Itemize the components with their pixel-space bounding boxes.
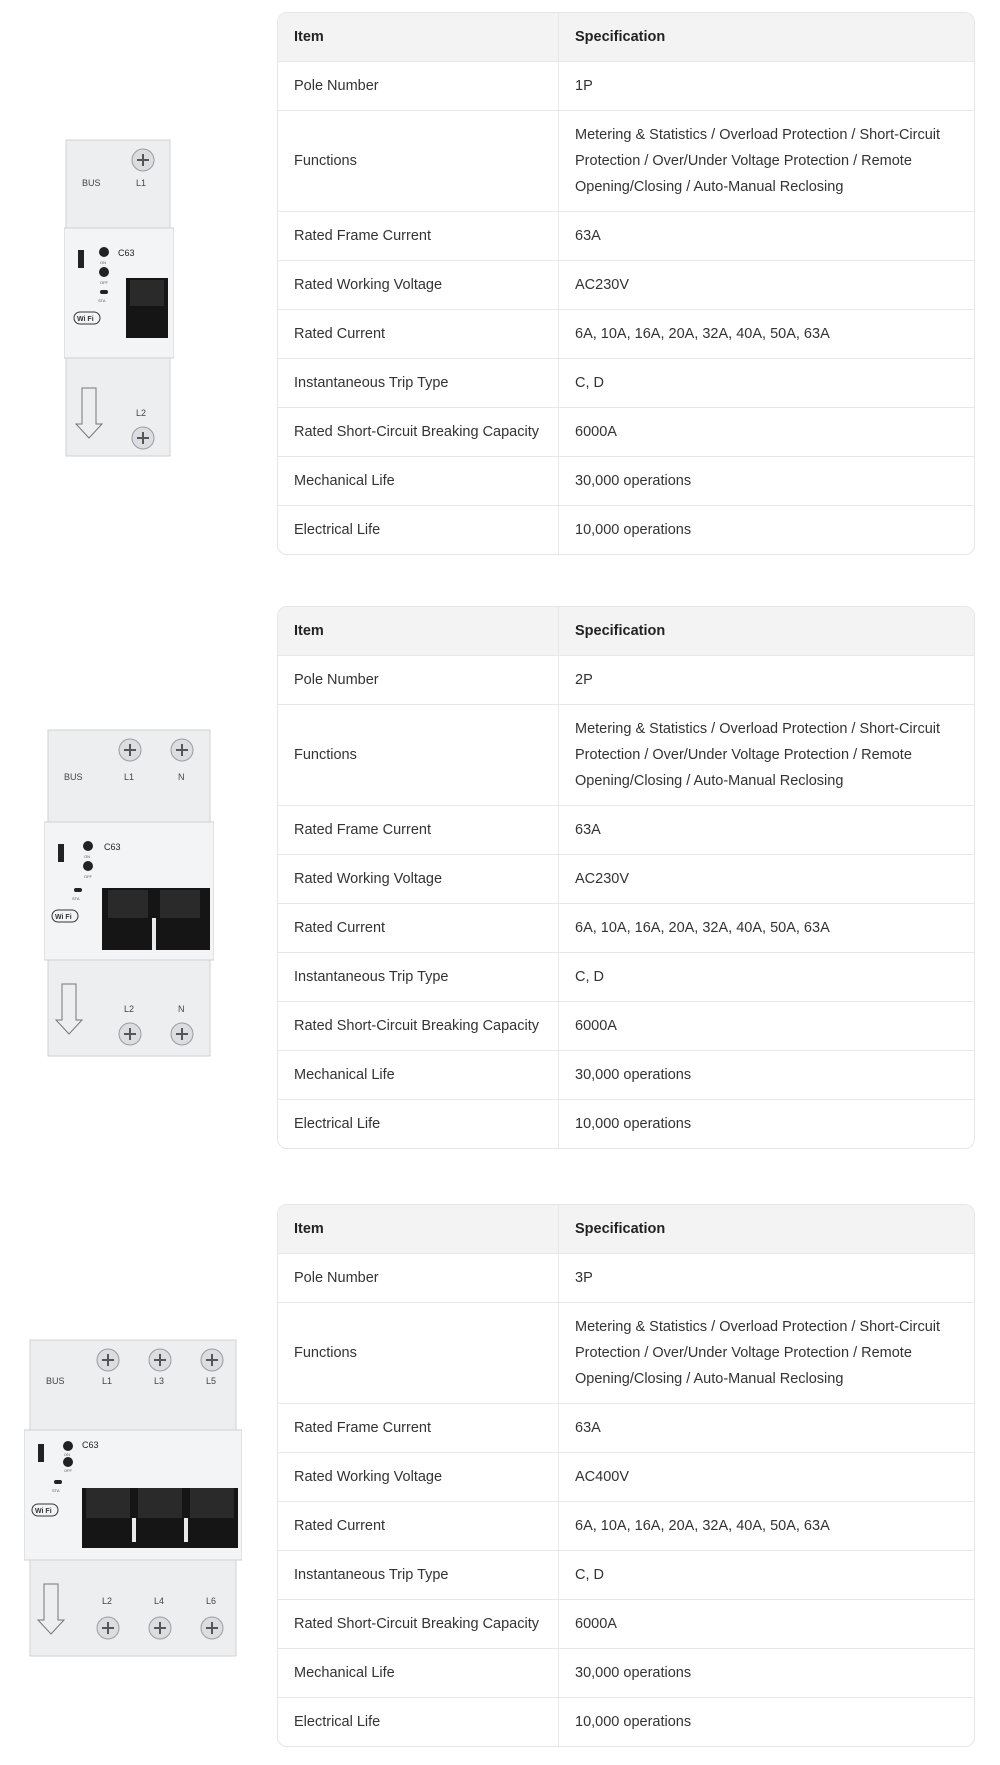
spec-value: 10,000 operations: [575, 522, 692, 538]
bus-label: BUS: [64, 772, 83, 782]
led-off-icon: [83, 861, 93, 871]
svg-text:ON: ON: [100, 260, 106, 265]
spec-value: 1P: [559, 62, 974, 111]
spec-item-label: Mechanical Life: [278, 457, 559, 506]
spec-item-label: Instantaneous Trip Type: [278, 359, 559, 408]
wifi-logo: Wi Fi: [55, 914, 72, 921]
table-row: [278, 904, 974, 953]
bus-label: BUS: [82, 178, 101, 188]
table-row: [278, 506, 974, 554]
table-row: [278, 1254, 974, 1303]
terminal-label: L6: [206, 1596, 217, 1606]
spec-item-label: Pole Number: [278, 62, 559, 111]
spec-item-label: Rated Short-Circuit Breaking Capacity: [278, 1002, 559, 1051]
terminal-label: L4: [154, 1596, 165, 1606]
table-row: [278, 408, 974, 457]
spec-value: 2P: [559, 656, 974, 705]
spec-item-label: Pole Number: [278, 656, 559, 705]
terminal-label: N: [178, 772, 185, 782]
svg-text:STA: STA: [72, 896, 80, 901]
spec-value: AC230V: [559, 855, 974, 904]
table-row: [278, 1404, 974, 1453]
terminal-label: L1: [124, 772, 135, 782]
table-header: [278, 1205, 974, 1254]
spec-value: Metering & Statistics / Overload Protection / Short-Circuit Protection / Over/Under Voltage Protection / Remote Opening/Closing / Auto-Manual Reclosing: [559, 705, 974, 806]
column-header-specification: Specification: [559, 1205, 974, 1254]
spec-item-label: Functions: [278, 705, 559, 806]
table-row: [278, 359, 974, 408]
table-row: [278, 1649, 974, 1698]
spec-item-label: Rated Current: [278, 1502, 559, 1551]
spec-item-label: Rated Working Voltage: [278, 261, 559, 310]
breaker-1p-image: [64, 138, 174, 458]
spec-value: 30,000 operations: [559, 1649, 974, 1698]
spec-item-label: Instantaneous Trip Type: [278, 953, 559, 1002]
table-header: [278, 13, 974, 62]
spec-item-label: Rated Frame Current: [278, 806, 559, 855]
spec-value: 6000A: [559, 408, 974, 457]
led-off-icon: [63, 1457, 73, 1467]
svg-text:OFF: OFF: [64, 1468, 72, 1473]
table-row: [278, 953, 974, 1002]
spec-value: 6000A: [559, 1600, 974, 1649]
column-header-item: Item: [278, 607, 559, 656]
spec-item-label: Rated Working Voltage: [278, 1453, 559, 1502]
column-header-item: Item: [278, 13, 559, 62]
terminal-label: L5: [206, 1376, 217, 1386]
spec-value: C, D: [559, 953, 974, 1002]
table-row: [278, 855, 974, 904]
spec-value: AC230V: [559, 261, 974, 310]
spec-item-label: Rated Short-Circuit Breaking Capacity: [278, 1600, 559, 1649]
svg-text:STA: STA: [52, 1488, 60, 1493]
terminal-label: L1: [102, 1376, 113, 1386]
table-row: [278, 1502, 974, 1551]
spec-value: 30,000 operations: [559, 457, 974, 506]
wifi-logo: Wi Fi: [77, 316, 94, 323]
spec-value: AC400V: [559, 1453, 974, 1502]
wifi-logo: Wi Fi: [35, 1508, 52, 1515]
spec-value: 6A, 10A, 16A, 20A, 32A, 40A, 50A, 63A: [559, 310, 974, 359]
table-row: [278, 261, 974, 310]
spec-item-label: Rated Working Voltage: [278, 855, 559, 904]
table-row: [278, 1551, 974, 1600]
table-row: [278, 1100, 974, 1148]
table-row: [278, 111, 974, 212]
terminal-label: L3: [154, 1376, 165, 1386]
table-row: [278, 1303, 974, 1404]
svg-text:STA: STA: [98, 298, 106, 303]
column-header-item: Item: [278, 1205, 559, 1254]
spec-value: 6A, 10A, 16A, 20A, 32A, 40A, 50A, 63A: [559, 904, 974, 953]
table-row: [278, 310, 974, 359]
table-row: [278, 1698, 974, 1746]
table-row: [278, 806, 974, 855]
spec-value: 63A: [559, 1404, 974, 1453]
svg-text:ON: ON: [64, 1452, 70, 1457]
svg-text:OFF: OFF: [84, 874, 92, 879]
breaker-2p-image: [44, 728, 214, 1060]
spec-item-label: Mechanical Life: [278, 1649, 559, 1698]
model-label: C63: [118, 248, 135, 258]
spec-item-label: Functions: [278, 111, 559, 212]
led-off-icon: [99, 267, 109, 277]
terminal-label: L2: [124, 1004, 135, 1014]
model-label: C63: [82, 1440, 99, 1450]
spec-item-label: Mechanical Life: [278, 1051, 559, 1100]
svg-text:ON: ON: [84, 854, 90, 859]
table-row: [278, 212, 974, 261]
table-row: [278, 1002, 974, 1051]
spec-value: Metering & Statistics / Overload Protection / Short-Circuit Protection / Over/Under Voltage Protection / Remote Opening/Closing / Auto-Manual Reclosing: [559, 111, 974, 212]
spec-value: 63A: [559, 806, 974, 855]
terminal-label: L2: [136, 408, 147, 418]
spec-item-label: Electrical Life: [278, 506, 559, 554]
spec-value: 10,000 operations: [575, 1714, 692, 1730]
breaker-3p-image: [24, 1338, 242, 1660]
spec-table-1p: [277, 12, 975, 555]
spec-item-label: Electrical Life: [278, 1698, 559, 1746]
spec-value: 6000A: [559, 1002, 974, 1051]
model-label: C63: [104, 842, 121, 852]
spec-table-3p: [277, 1204, 975, 1747]
spec-value: C, D: [559, 1551, 974, 1600]
spec-value: 10,000 operations: [575, 1116, 692, 1132]
terminal-label: L1: [136, 178, 147, 188]
spec-item-label: Instantaneous Trip Type: [278, 1551, 559, 1600]
spec-item-label: Rated Frame Current: [278, 212, 559, 261]
spec-item-label: Rated Frame Current: [278, 1404, 559, 1453]
terminal-label: N: [178, 1004, 185, 1014]
table-row: [278, 1453, 974, 1502]
spec-value: 63A: [559, 212, 974, 261]
bus-label: BUS: [46, 1376, 65, 1386]
table-row: [278, 1051, 974, 1100]
led-on-icon: [63, 1441, 73, 1451]
spec-value: 3P: [559, 1254, 974, 1303]
table-header: [278, 607, 974, 656]
table-row: [278, 457, 974, 506]
table-row: [278, 1600, 974, 1649]
spec-item-label: Rated Current: [278, 310, 559, 359]
spec-item-label: Electrical Life: [278, 1100, 559, 1148]
terminal-label: L2: [102, 1596, 113, 1606]
spec-item-label: Rated Short-Circuit Breaking Capacity: [278, 408, 559, 457]
spec-value: C, D: [559, 359, 974, 408]
spec-item-label: Rated Current: [278, 904, 559, 953]
spec-value: 30,000 operations: [559, 1051, 974, 1100]
table-row: [278, 656, 974, 705]
spec-item-label: Functions: [278, 1303, 559, 1404]
spec-value: 6A, 10A, 16A, 20A, 32A, 40A, 50A, 63A: [559, 1502, 974, 1551]
table-row: [278, 62, 974, 111]
column-header-specification: Specification: [559, 607, 974, 656]
spec-item-label: Pole Number: [278, 1254, 559, 1303]
led-on-icon: [99, 247, 109, 257]
spec-table-2p: [277, 606, 975, 1149]
spec-value: Metering & Statistics / Overload Protection / Short-Circuit Protection / Over/Under Voltage Protection / Remote Opening/Closing / Auto-Manual Reclosing: [559, 1303, 974, 1404]
column-header-specification: Specification: [559, 13, 974, 62]
svg-text:OFF: OFF: [100, 280, 108, 285]
led-on-icon: [83, 841, 93, 851]
table-row: [278, 705, 974, 806]
